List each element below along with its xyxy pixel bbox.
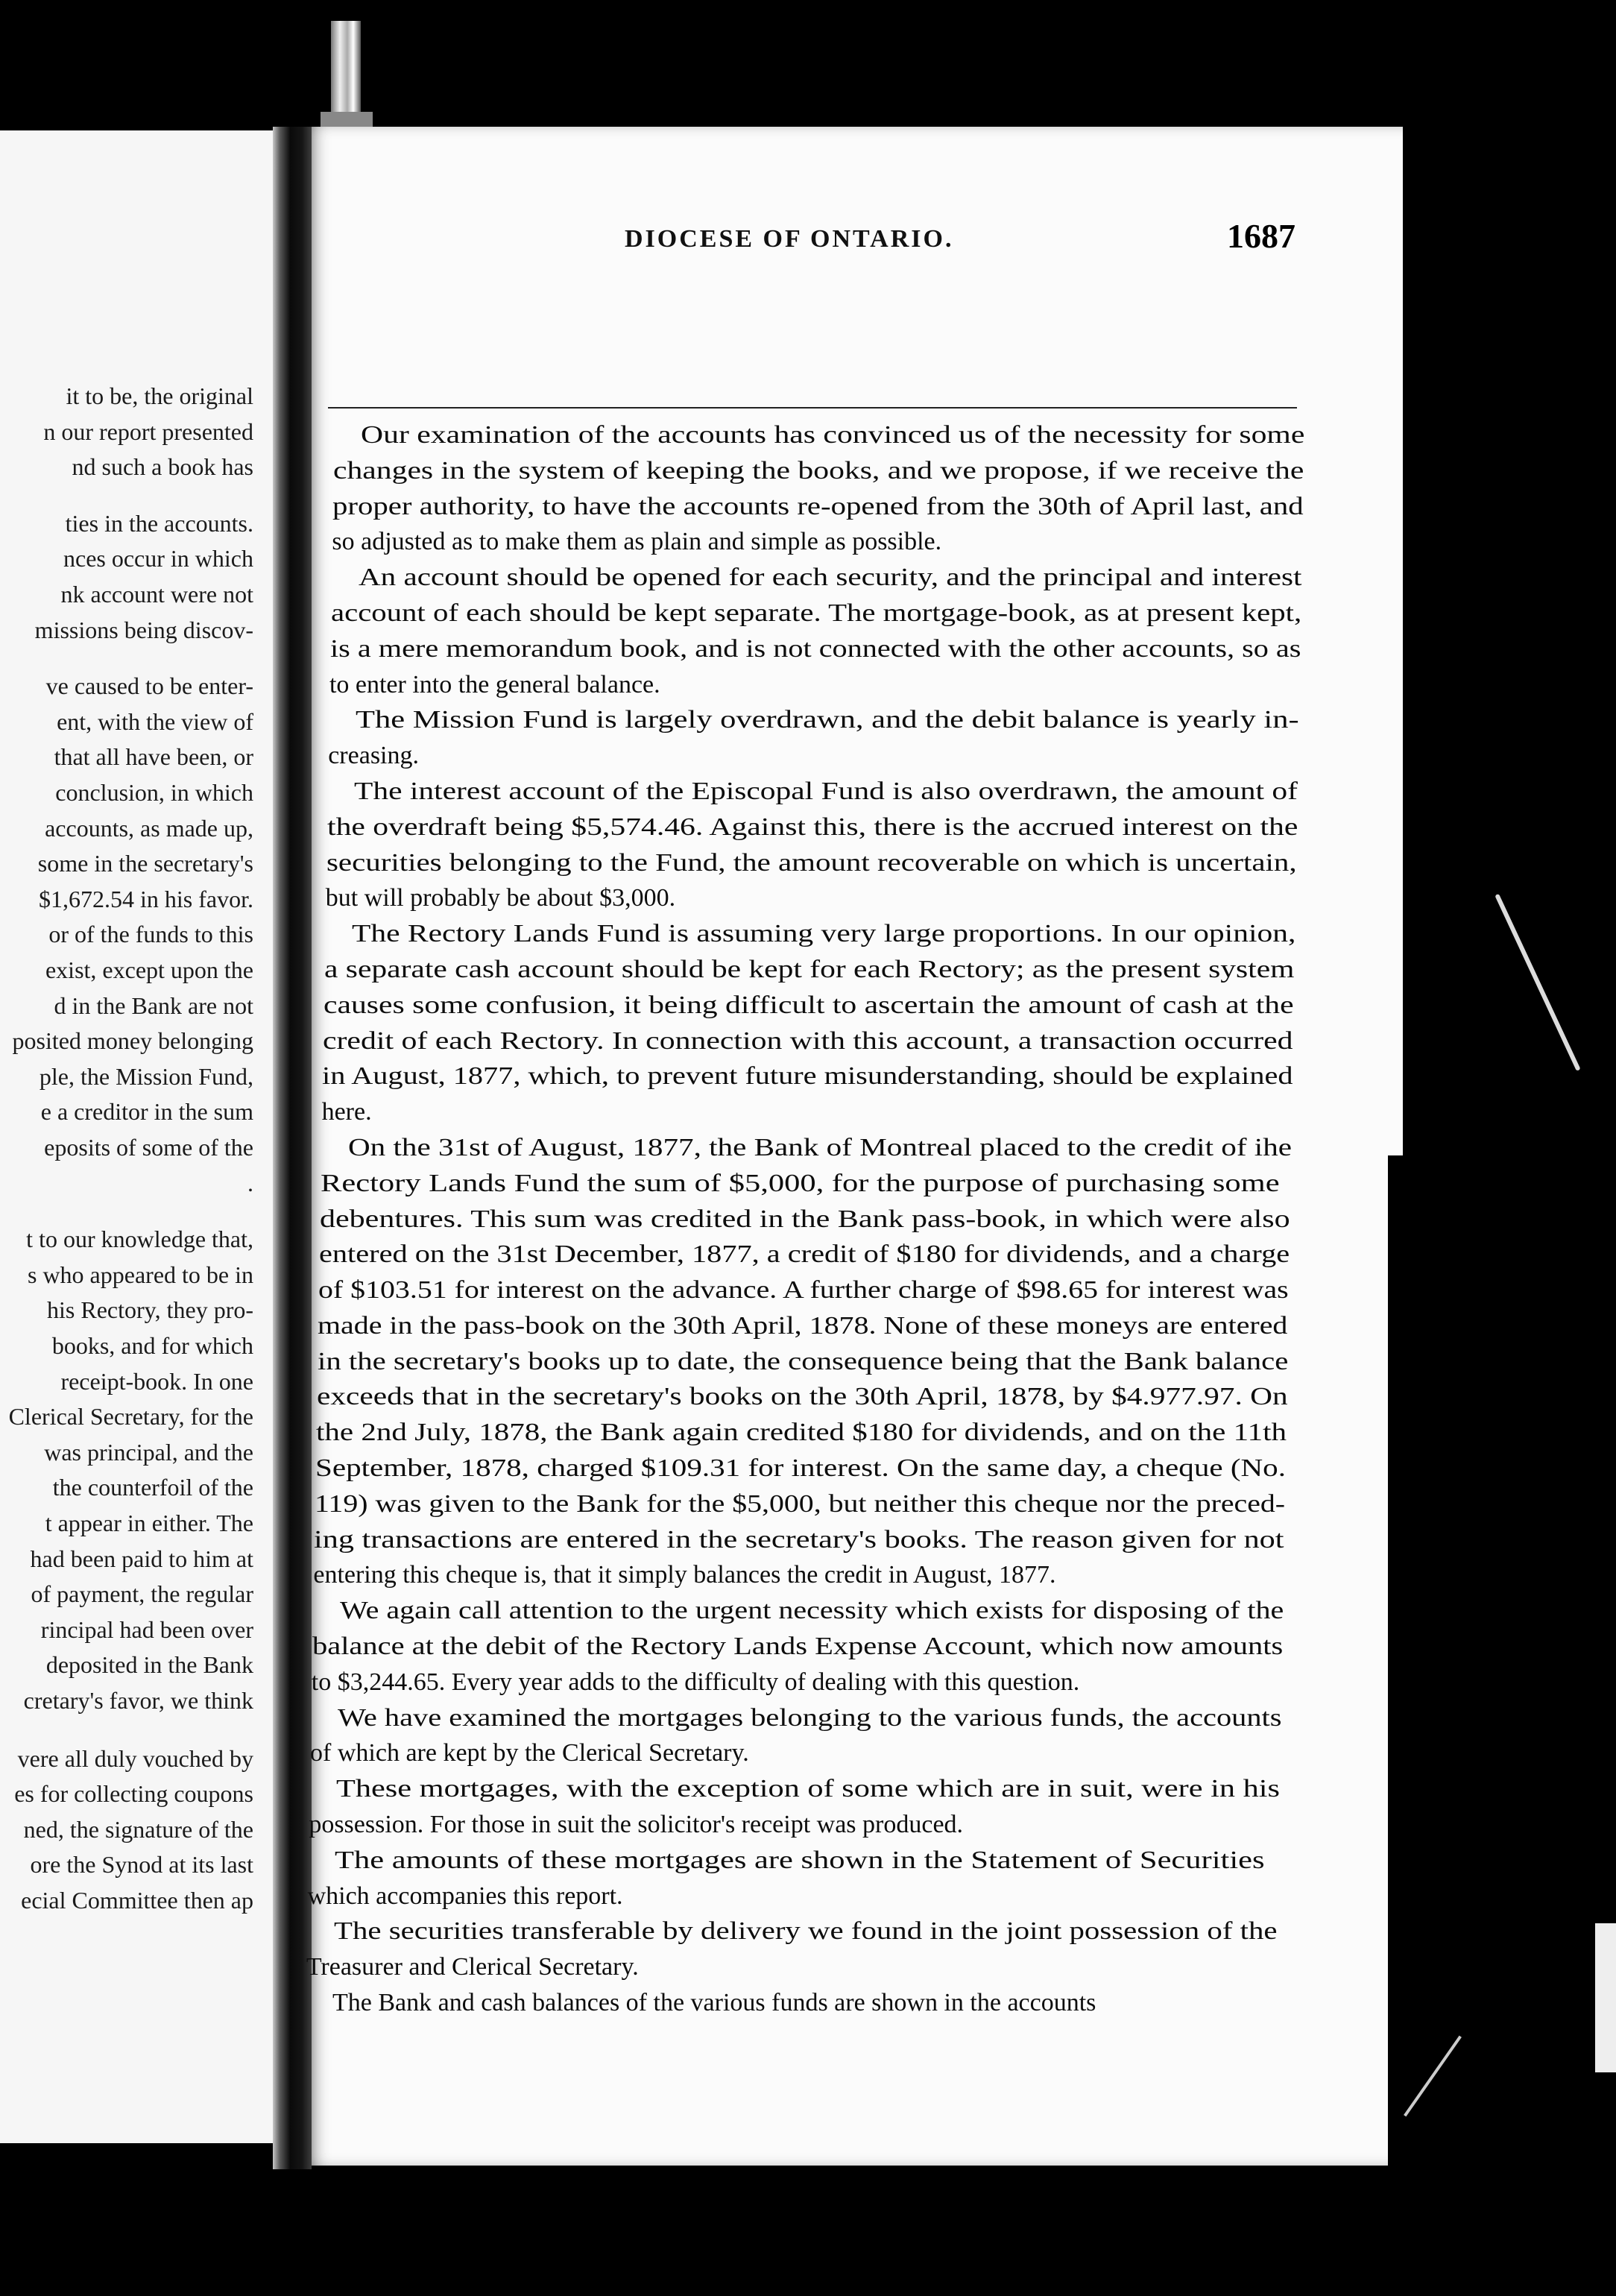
left-page-line: ent, with the view of	[57, 707, 253, 735]
left-page-line: ecial Committee then ap	[21, 1887, 253, 1914]
left-page-line: s who appeared to be in	[27, 1261, 253, 1288]
left-page-line: accounts, as made up,	[45, 814, 253, 842]
text-line: the overdraft being $5,574.46. Against this, there is the accrued interest on the	[326, 813, 1298, 841]
text-line: September, 1878, charged $109.31 for interest. On the same day, a cheque (No.	[315, 1454, 1286, 1483]
text-line: possession. For those in suit the solicitor's receipt was produced.	[309, 1811, 964, 1839]
page-fragment	[1495, 894, 1580, 1071]
text-line: a separate cash account should be kept for each Rectory; as the present system	[324, 955, 1295, 983]
text-line: The securities transferable by delivery we found in the joint possession of the	[333, 1917, 1278, 1946]
text-line: We again call attention to the urgent necessity which exists for disposing of the	[339, 1597, 1284, 1625]
text-line: credit of each Rectory. In connection with this account, a transaction occurred	[323, 1026, 1293, 1055]
text-line: Treasurer and Clerical Secretary.	[306, 1953, 639, 1981]
left-page-line: eposits of some of the	[44, 1134, 253, 1161]
text-line: to $3,244.65. Every year adds to the difficulty of dealing with this question.	[311, 1668, 1080, 1696]
text-line: of $103.51 for interest on the advance. A further charge of $98.65 for interest was	[318, 1276, 1289, 1305]
left-page-line: es for collecting coupons	[14, 1780, 253, 1808]
left-page-line: exist, except upon the	[45, 956, 253, 983]
left-page-line: $1,672.54 in his favor.	[39, 885, 253, 912]
left-page-line: was principal, and the	[44, 1438, 253, 1466]
text-line: exceeds that in the secretary's books on the 30th April, 1878, by $4.977.97. On	[316, 1383, 1288, 1411]
left-page	[0, 130, 277, 2143]
left-page-line: conclusion, in which	[55, 779, 253, 806]
book-gutter	[273, 127, 312, 2169]
text-line: 119) was given to the Bank for the $5,000, but neither this cheque nor the preced-	[315, 1489, 1286, 1518]
left-page-line: of payment, the regular	[31, 1580, 253, 1608]
text-line: of which are kept by the Clerical Secretary.	[310, 1739, 749, 1767]
left-page-line: ve caused to be enter-	[45, 672, 253, 700]
left-page-line: ore the Synod at its last	[30, 1851, 253, 1879]
text-line: debentures. This sum was credited in the Bank pass-book, in which were also	[320, 1205, 1290, 1233]
left-page-line: e a creditor in the sum	[40, 1098, 253, 1126]
left-page-line: d in the Bank are not	[54, 991, 253, 1019]
header-rule	[328, 407, 1297, 409]
text-line: proper authority, to have the accounts re-opened from the 30th of April last, and	[332, 492, 1304, 520]
text-line: Rectory Lands Fund the sum of $5,000, for the purpose of purchasing some	[320, 1169, 1280, 1197]
running-title: DIOCESE OF ONTARIO.	[625, 225, 954, 253]
text-line: account of each should be kept separate. The mortgage-book, as at present kept,	[330, 599, 1301, 627]
text-line: made in the pass-book on the 30th April, 1878. None of these moneys are entered	[318, 1311, 1288, 1340]
text-line: The amounts of these mortgages are shown in the Statement of Securities	[335, 1846, 1265, 1874]
text-line: On the 31st of August, 1877, the Bank of Montreal placed to the credit of ihe	[347, 1133, 1292, 1161]
left-page-line: ned, the signature of the	[23, 1815, 253, 1843]
left-page-line: books, and for which	[51, 1332, 253, 1359]
page-header	[326, 217, 1295, 265]
left-page-line: cretary's favor, we think	[23, 1687, 253, 1714]
text-line: The Rectory Lands Fund is assuming very large proportions. In our opinion,	[351, 920, 1296, 948]
left-page-line: n our report presented	[43, 417, 253, 445]
page-number: 1687	[1227, 217, 1295, 255]
left-page-line: it to be, the original	[66, 382, 253, 409]
left-page-line: receipt-book. In one	[60, 1367, 253, 1395]
left-page-line: nd such a book has	[72, 453, 253, 481]
left-page-line: vere all duly vouched by	[17, 1744, 253, 1772]
text-line: ing transactions are entered in the secretary's books. The reason given for not	[314, 1525, 1284, 1554]
text-line: so adjusted as to make them as plain and simple as possible.	[332, 528, 942, 556]
left-page-line: posited money belonging	[12, 1027, 253, 1055]
left-page-line: ties in the accounts.	[65, 509, 253, 537]
text-line: The Bank and cash balances of the various funds are shown in the accounts	[332, 1989, 1096, 2016]
left-page-line: his Rectory, they pro-	[47, 1296, 253, 1324]
left-page-line: had been paid to him at	[30, 1545, 253, 1572]
left-page-line: ple, the Mission Fund,	[39, 1062, 253, 1090]
left-page-line: or of the funds to this	[48, 921, 253, 948]
text-line: securities belonging to the Fund, the amount recoverable on which is uncertain,	[326, 848, 1297, 877]
left-page-line: nces occur in which	[63, 545, 253, 573]
left-page-line: nk account were not	[60, 581, 253, 608]
text-line: We have examined the mortgages belonging to the various funds, the accounts	[337, 1703, 1282, 1732]
left-page-line: t to our knowledge that,	[26, 1226, 253, 1253]
left-page-line: t appear in either. The	[45, 1510, 253, 1536]
left-page-line: .	[247, 1169, 253, 1196]
text-line: entered on the 31st December, 1877, a credit of $180 for dividends, and a charge	[319, 1240, 1290, 1269]
left-page-line: deposited in the Bank	[45, 1651, 253, 1679]
text-line: causes some confusion, it being difficult to ascertain the amount of cash at the	[323, 991, 1294, 1019]
text-line: but will probably be about $3,000.	[325, 884, 676, 912]
left-page-line: the counterfoil of the	[52, 1474, 253, 1501]
text-line: The Mission Fund is largely overdrawn, and the debit balance is yearly in-	[356, 706, 1299, 734]
left-page-line: Clerical Secretary, for the	[8, 1403, 253, 1431]
left-page-line: missions being discov-	[34, 616, 253, 643]
text-line: in August, 1877, which, to prevent future misunderstanding, should be explained	[322, 1062, 1293, 1091]
text-line: in the secretary's books up to date, the consequence being that the Bank balance	[317, 1347, 1288, 1375]
text-line: entering this cheque is, that it simply balances the credit in August, 1877.	[313, 1561, 1056, 1589]
text-line: These mortgages, with the exception of some which are in suit, were in his	[336, 1775, 1281, 1803]
left-page-line: some in the secretary's	[37, 850, 253, 877]
text-line: the 2nd July, 1878, the Bank again credited $180 for dividends, and on the 11th	[315, 1419, 1287, 1447]
background-edge	[1388, 1155, 1616, 2296]
text-line: here.	[321, 1098, 372, 1126]
text-line: to enter into the general balance.	[329, 670, 660, 698]
page-fragment	[1595, 1923, 1616, 2072]
text-line: changes in the system of keeping the books, and we propose, if we receive the	[333, 456, 1304, 485]
binder-clip-base	[321, 112, 373, 128]
text-line: which accompanies this report.	[307, 1882, 623, 1910]
text-line: An account should be opened for each security, and the principal and interest	[358, 564, 1301, 592]
left-page-line: rincipal had been over	[40, 1615, 253, 1643]
text-line: Our examination of the accounts has convinced us of the necessity for some	[361, 421, 1305, 449]
text-line: The interest account of the Episcopal Fund is also overdrawn, the amount of	[354, 777, 1298, 805]
text-line: creasing.	[328, 742, 419, 770]
text-line: balance at the debit of the Rectory Lands Expense Account, which now amounts	[312, 1633, 1283, 1661]
text-line: is a mere memorandum book, and is not connected with the other accounts, so as	[329, 634, 1301, 663]
left-page-line: that all have been, or	[54, 743, 253, 771]
